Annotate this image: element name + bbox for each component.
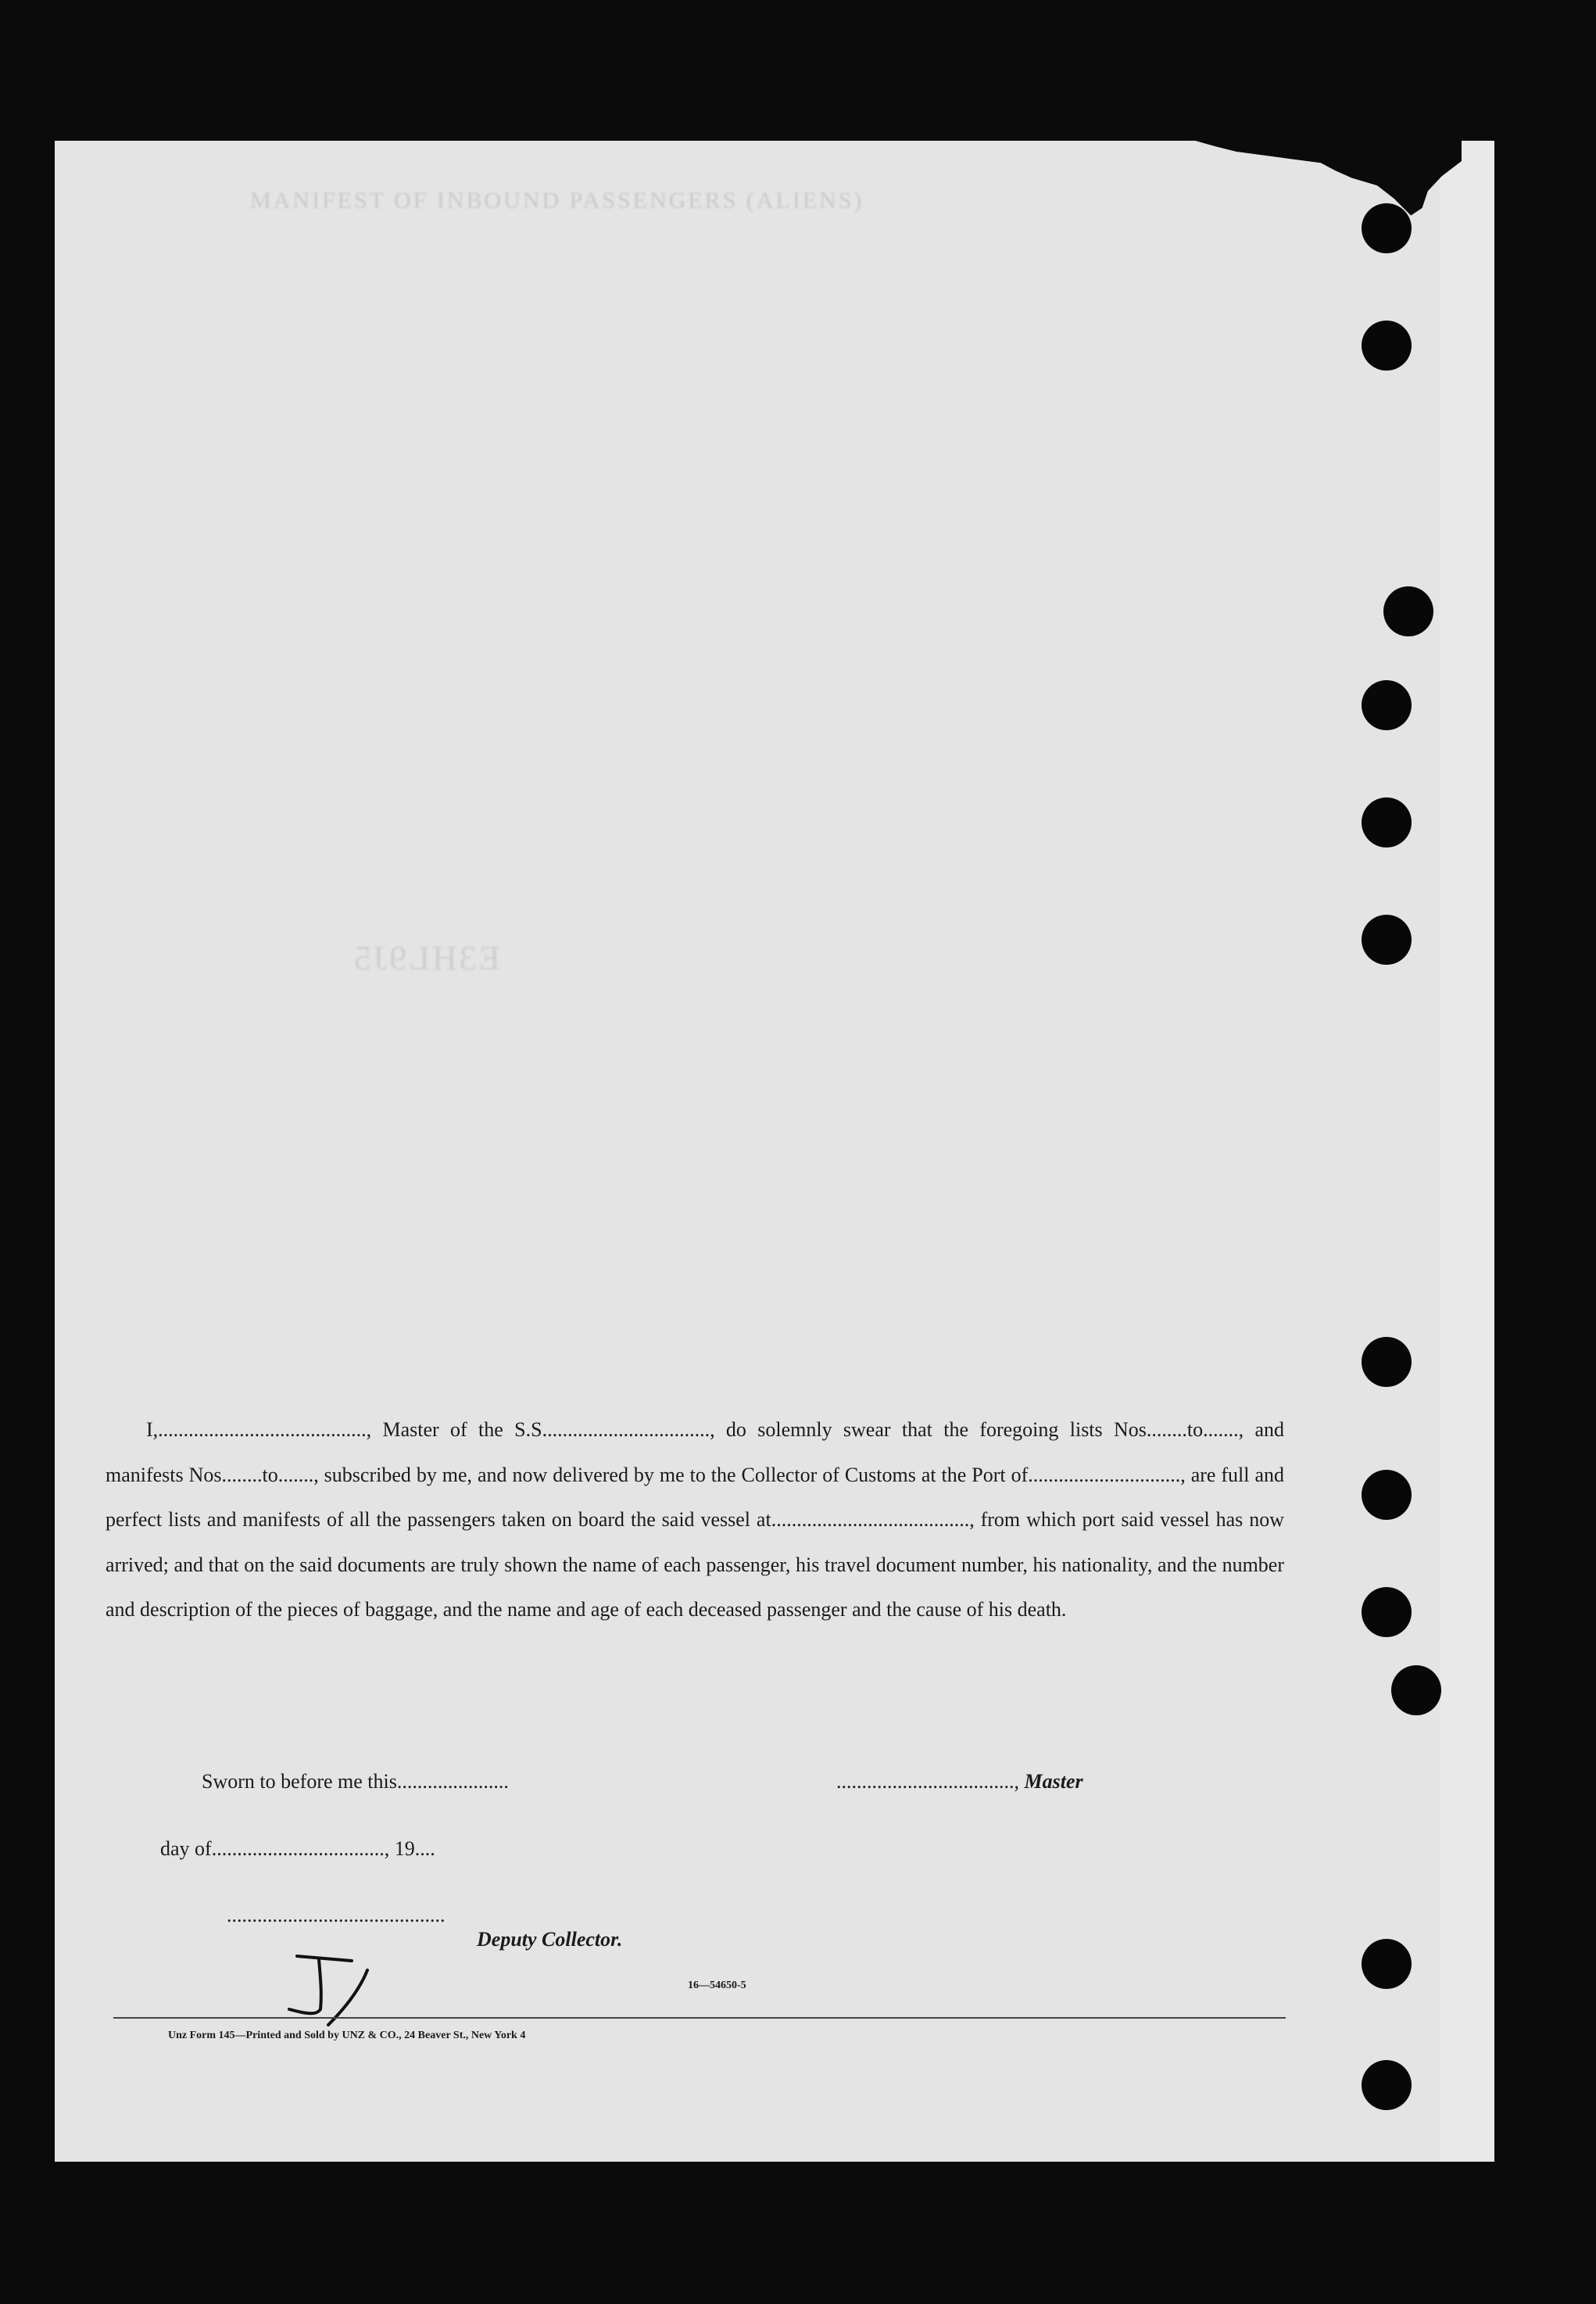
punch-hole (1362, 1337, 1412, 1387)
master-label: Master (1024, 1770, 1083, 1793)
punch-hole (1362, 1587, 1412, 1637)
printer-line: Unz Form 145—Printed and Sold by UNZ & CO., 24 Beaver St., New York 4 (168, 2030, 526, 2041)
master-dots: ..................................., (836, 1770, 1025, 1793)
master-signature-line (836, 1770, 1083, 1793)
oath-paragraph: I,........................................., Master of the S.S................................., do solemnly swear that the foregoing lists Nos........to......., and manifests Nos........to......., subscribed by me, and now delivered by me to the Collector of Customs at the Port of.............................., are full and perfect lists and manifests of all the passengers taken on board the said vessel at......................................., from which port said vessel has now arrived; and that on the said documents are truly shown the name of each passenger, his travel document number, his nationality, and the number and description of the pieces of baggage, and the name and age of each deceased passenger and the cause of his death. (106, 1418, 1284, 1621)
faint-header-bleedthrough: MANIFEST OF INBOUND PASSENGERS (ALIENS) (250, 188, 864, 213)
deputy-dots: ........................................... (227, 1904, 446, 1926)
form-code: 16—54650-5 (688, 1980, 746, 1991)
page-edge-strip (1440, 141, 1494, 2162)
punch-hole (1362, 1939, 1412, 1989)
deputy-collector-label: Deputy Collector. (477, 1928, 623, 1951)
faint-stamp-bleedthrough: E3HL9J5 (352, 939, 500, 977)
day-of-line: day of.................................., 19.... (160, 1837, 435, 1860)
punch-hole (1362, 797, 1412, 847)
punch-hole (1362, 1470, 1412, 1520)
punch-hole (1362, 203, 1412, 253)
punch-hole (1362, 680, 1412, 730)
punch-hole (1362, 2060, 1412, 2110)
footer-rule (113, 2017, 1286, 2019)
oath-text (106, 1407, 1284, 1632)
punch-hole (1362, 915, 1412, 965)
punch-hole (1383, 586, 1433, 636)
torn-corner (1180, 133, 1462, 227)
handwritten-mark (234, 1947, 406, 2037)
punch-hole (1391, 1665, 1441, 1715)
sworn-line: Sworn to before me this...................... (202, 1770, 509, 1793)
punch-hole (1362, 321, 1412, 371)
